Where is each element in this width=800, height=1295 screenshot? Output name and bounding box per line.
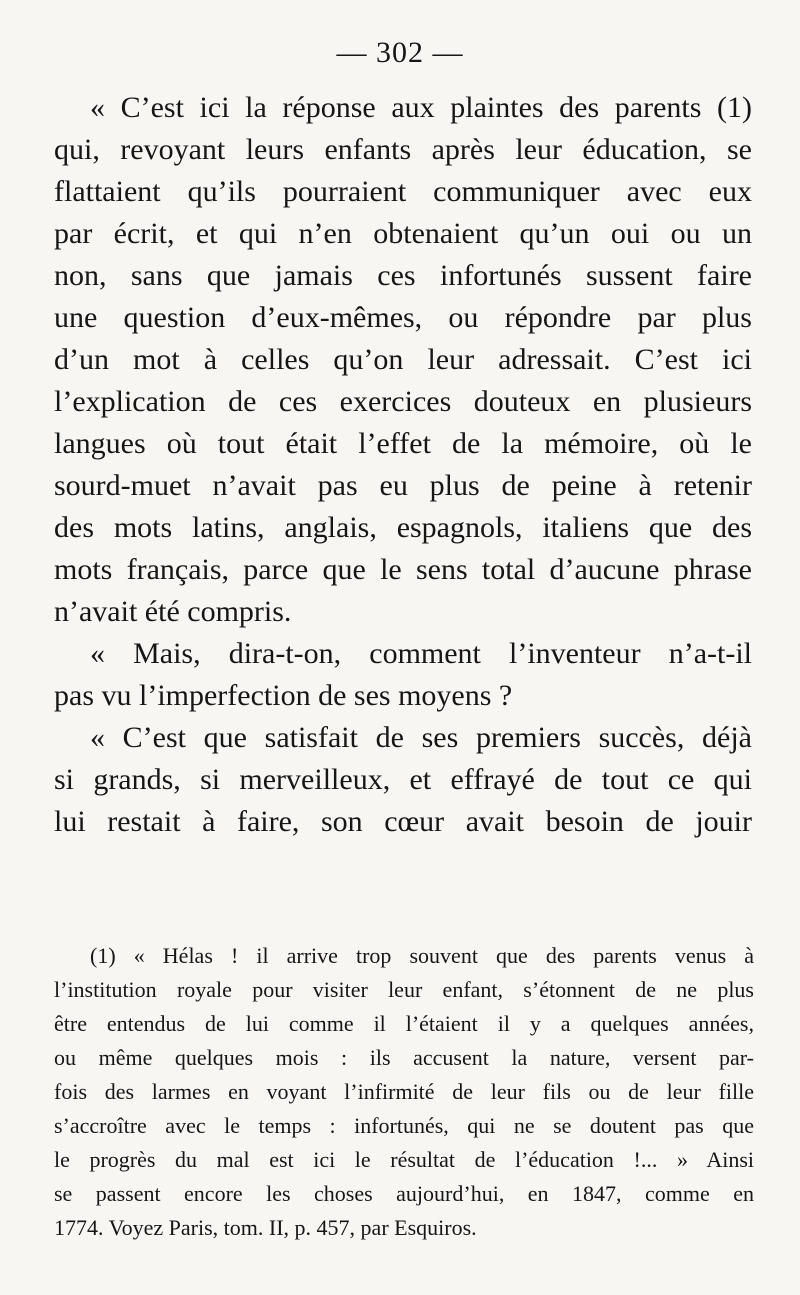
text-line: une question d’eux-mêmes, ou répondre par plus [54, 301, 752, 334]
text-line: mots français, parce que le sens total d’aucune phrase [54, 553, 752, 586]
text-line: d’un mot à celles qu’on leur adressait. C’est ici [54, 343, 752, 376]
text-line: lui restait à faire, son cœur avait besoin de jouir [54, 805, 752, 838]
footnote-line: se passent encore les choses aujourd’hui, en 1847, comme en [54, 1181, 754, 1206]
footnote-line: (1) « Hélas ! il arrive trop souvent que des parents venus à [90, 943, 754, 968]
text-line: sourd-muet n’avait pas eu plus de peine à retenir [54, 469, 752, 502]
text-line: n’avait été compris. [54, 595, 292, 628]
text-line: « C’est que satisfait de ses premiers succès, déjà [90, 721, 752, 754]
footnote-line: l’institution royale pour visiter leur enfant, s’étonnent de ne plus [54, 977, 754, 1002]
text-line: langues où tout était l’effet de la mémoire, où le [54, 427, 752, 460]
text-line: non, sans que jamais ces infortunés sussent faire [54, 259, 752, 292]
text-line: l’explication de ces exercices douteux en plusieurs [54, 385, 752, 418]
text-line: pas vu l’imperfection de ses moyens ? [54, 679, 513, 712]
text-line: par écrit, et qui n’en obtenaient qu’un oui ou un [54, 217, 752, 250]
page-number: — 302 — [336, 36, 464, 69]
footnote-line: 1774. Voyez Paris, tom. II, p. 457, par Esquiros. [54, 1215, 477, 1240]
text-line: flattaient qu’ils pourraient communiquer avec eux [54, 175, 752, 208]
text-line: « C’est ici la réponse aux plaintes des parents (1) [90, 91, 752, 124]
footnote-line: le progrès du mal est ici le résultat de l’éducation !... » Ainsi [54, 1147, 754, 1172]
footnote-line: fois des larmes en voyant l’infirmité de leur fils ou de leur fille [54, 1079, 754, 1104]
text-line: « Mais, dira-t-on, comment l’inventeur n’a-t-il [90, 637, 752, 670]
text-line: des mots latins, anglais, espagnols, italiens que des [54, 511, 752, 544]
text-line: qui, revoyant leurs enfants après leur éducation, se [54, 133, 752, 166]
text-line: si grands, si merveilleux, et effrayé de tout ce qui [54, 763, 752, 796]
footnote-line: s’accroître avec le temps : infortunés, qui ne se doutent pas que [54, 1113, 754, 1138]
footnote-line: ou même quelques mois : ils accusent la nature, versent par- [54, 1045, 754, 1070]
footnote-line: être entendus de lui comme il l’étaient il y a quelques années, [54, 1011, 754, 1036]
